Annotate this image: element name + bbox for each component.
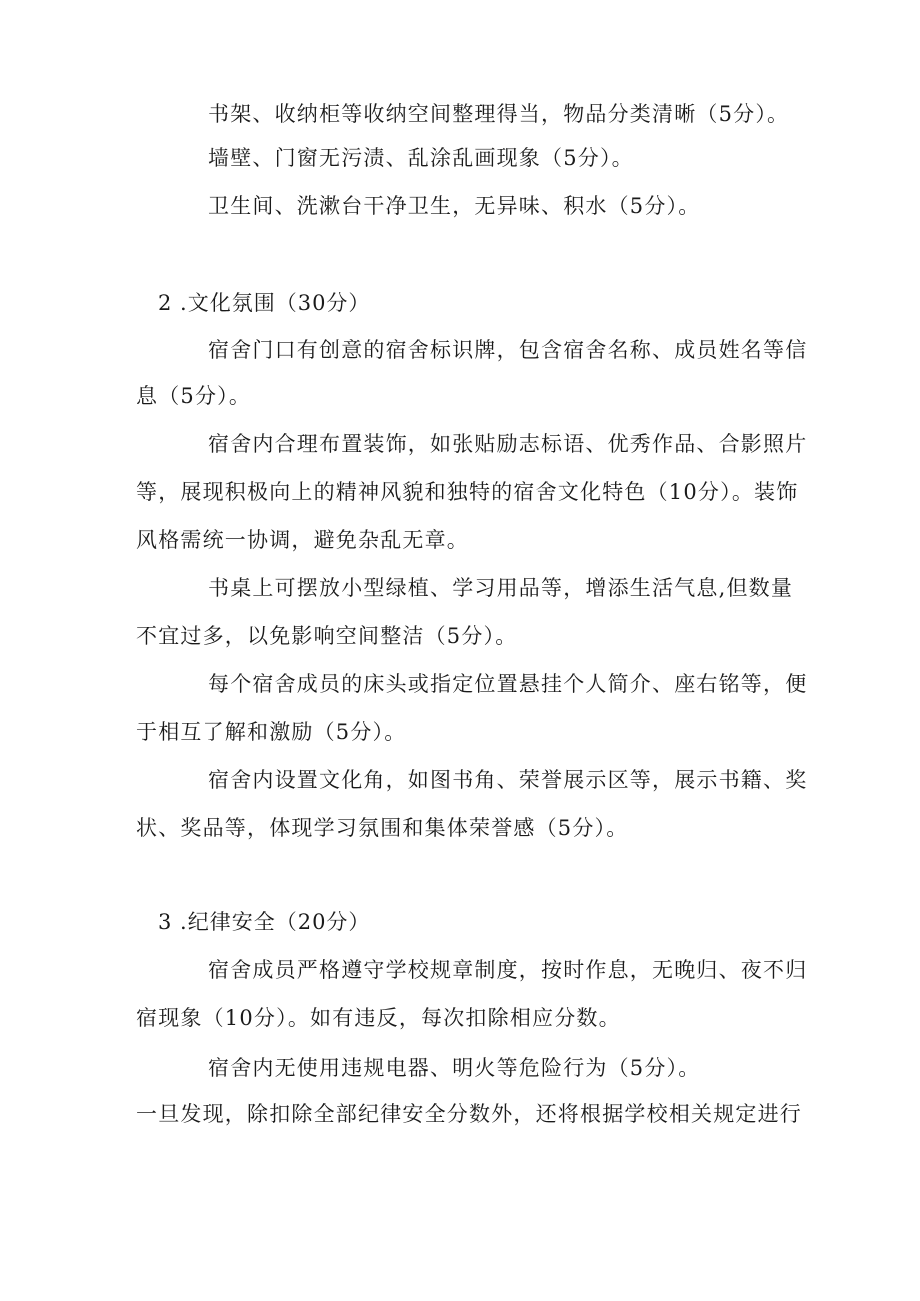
paragraph-line: 于相互了解和激励（5分）。 (136, 720, 407, 744)
paragraph-line: 状、奖品等，体现学习氛围和集体荣誉感（5分）。 (136, 816, 629, 840)
paragraph-line: 宿舍内合理布置装饰，如张贴励志标语、优秀作品、合影照片 (208, 432, 808, 456)
paragraph-line: 一旦发现，除扣除全部纪律安全分数外，还将根据学校相关规定进行 (136, 1102, 802, 1126)
paragraph-line: 宿舍内设置文化角，如图书角、荣誉展示区等，展示书籍、奖 (208, 768, 808, 792)
paragraph-line: 宿舍门口有创意的宿舍标识牌，包含宿舍名称、成员姓名等信 (208, 338, 808, 362)
paragraph-line: 宿舍内无使用违规电器、明火等危险行为（5分）。 (208, 1056, 701, 1080)
paragraph-line: 风格需统一协调，避免杂乱无章。 (136, 528, 469, 552)
paragraph-line: 墙壁、门窗无污渍、乱涂乱画现象（5分）。 (208, 146, 634, 170)
paragraph-line: 书桌上可摆放小型绿植、学习用品等，增添生活气息,但数量 (208, 576, 794, 600)
paragraph-line: 不宜过多，以免影响空间整洁（5分）。 (136, 624, 518, 648)
paragraph-line: 书架、收纳柜等收纳空间整理得当，物品分类清晰（5分）。 (208, 102, 790, 126)
section-heading: 2 .文化氛围（30分） (158, 291, 371, 315)
paragraph-line: 宿现象（10分）。如有违反，每次扣除相应分数。 (136, 1006, 621, 1030)
paragraph-line: 宿舍成员严格遵守学校规章制度，按时作息，无晚归、夜不归 (208, 958, 808, 982)
section-heading: 3 .纪律安全（20分） (158, 910, 371, 934)
paragraph-line: 每个宿舍成员的床头或指定位置悬挂个人简介、座右铭等，便 (208, 672, 808, 696)
paragraph-line: 息（5分）。 (136, 384, 252, 408)
paragraph-line: 卫生间、洗漱台干净卫生，无异味、积水（5分）。 (208, 194, 701, 218)
paragraph-line: 等，展现积极向上的精神风貌和独特的宿舍文化特色（10分）。装饰 (136, 480, 799, 504)
